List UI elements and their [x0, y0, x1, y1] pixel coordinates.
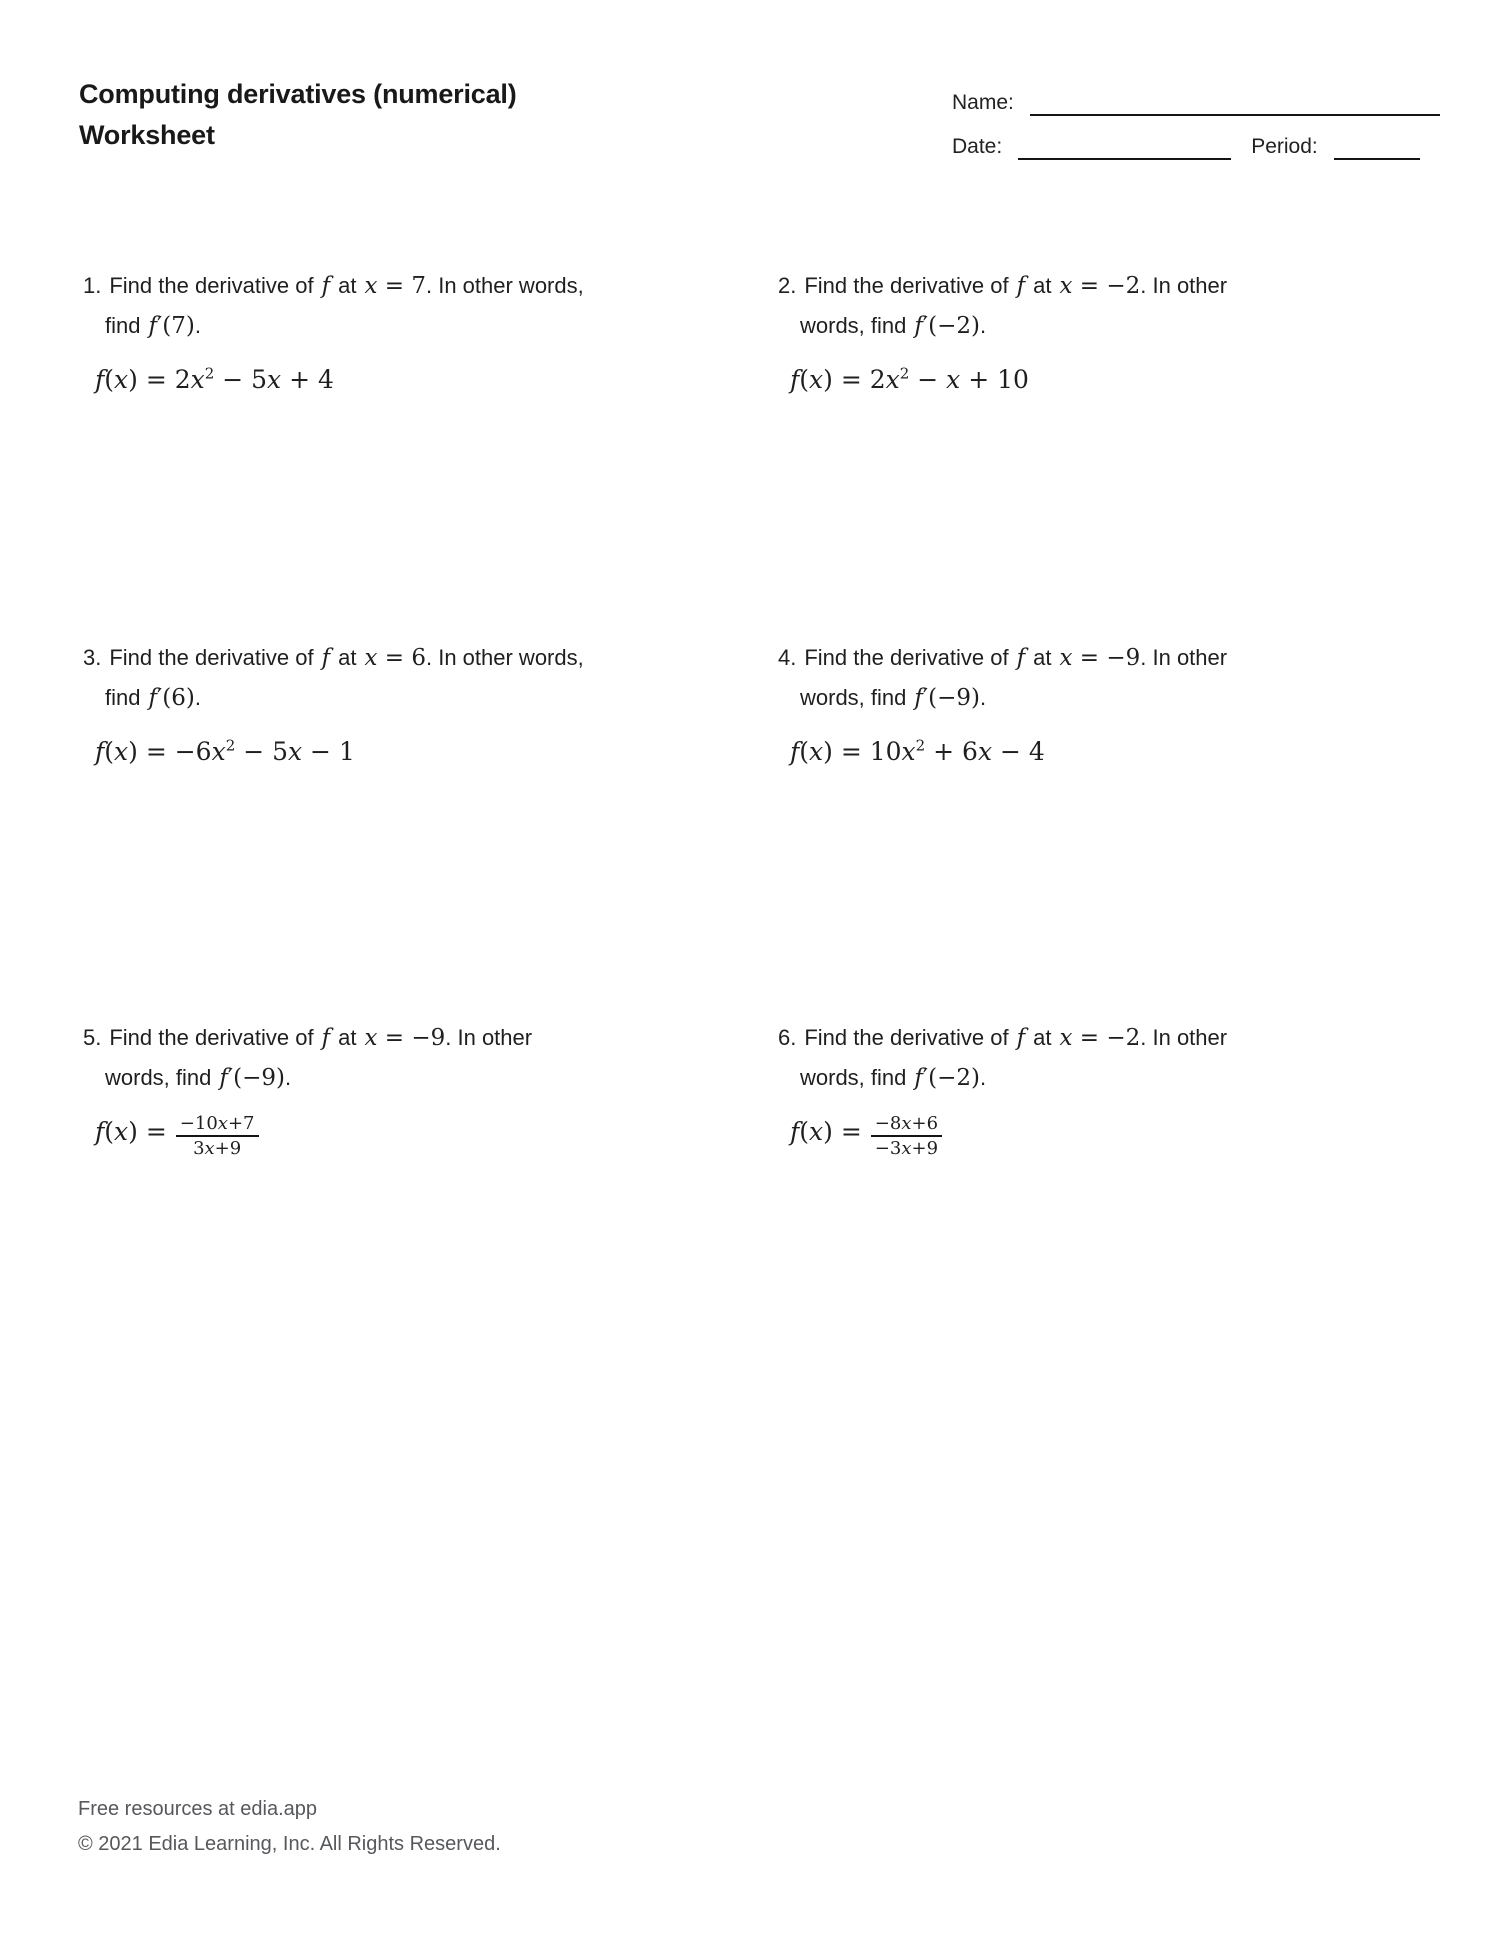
worksheet-title-block — [79, 74, 517, 156]
question-text: Find the derivative of — [804, 273, 1009, 298]
x-value-equation: x = −2 — [1059, 273, 1141, 299]
question-text: . — [194, 685, 201, 710]
question-1-line1 — [83, 266, 748, 306]
f-symbol: f — [1016, 273, 1026, 299]
name-blank-line[interactable] — [1030, 106, 1440, 116]
footer-copyright-line: © 2021 Edia Learning, Inc. All Rights Reserved. — [78, 1833, 501, 1855]
question-5 — [83, 1018, 748, 1159]
student-info-fields — [952, 90, 1440, 160]
footer-resources-line: Free resources at edia.app — [78, 1798, 318, 1820]
period-label: Period: — [1251, 135, 1318, 158]
question-text: find — [105, 685, 141, 710]
fraction — [871, 1113, 942, 1159]
question-4-line2 — [800, 678, 1418, 718]
question-number: 3. — [83, 645, 102, 670]
question-6 — [778, 1018, 1418, 1159]
x-value-equation: x = −9 — [364, 1025, 446, 1051]
question-text: . In other words, — [425, 645, 584, 670]
question-3 — [83, 638, 748, 773]
date-period-row — [952, 134, 1440, 160]
question-text: words, find — [800, 313, 907, 338]
x-value-equation: x = −2 — [1059, 1025, 1141, 1051]
question-3-line1 — [83, 638, 748, 678]
question-5-line1 — [83, 1018, 748, 1058]
function-definition — [95, 1111, 748, 1159]
f-symbol: f — [1016, 645, 1026, 671]
formula-lhs: f(x) = — [790, 1117, 862, 1146]
question-number: 1. — [83, 273, 102, 298]
question-3-line2 — [105, 678, 748, 718]
question-text: at — [338, 273, 357, 298]
question-text: words, find — [800, 1065, 907, 1090]
fraction — [176, 1113, 259, 1159]
question-text: . — [194, 313, 201, 338]
question-text: . In other — [1140, 645, 1228, 670]
f-prime-expression: f′(−2) — [914, 1065, 980, 1091]
f-symbol: f — [1016, 1025, 1026, 1051]
question-number: 5. — [83, 1025, 102, 1050]
question-text: at — [1033, 1025, 1052, 1050]
x-value-equation: x = 7 — [364, 273, 426, 299]
question-1 — [83, 266, 748, 401]
question-text: Find the derivative of — [109, 273, 314, 298]
question-text: Find the derivative of — [109, 645, 314, 670]
question-text: words, find — [105, 1065, 212, 1090]
question-6-line1 — [778, 1018, 1418, 1058]
fraction-numerator: −8x+6 — [871, 1113, 942, 1137]
question-text: at — [1033, 273, 1052, 298]
question-text: at — [338, 1025, 357, 1050]
question-2-line1 — [778, 266, 1418, 306]
question-4 — [778, 638, 1418, 773]
function-definition: $f(x) = 10x^2 + 6x - 4$ — [790, 736, 1045, 766]
x-value-equation: x = 6 — [364, 645, 426, 671]
question-2 — [778, 266, 1418, 401]
fraction-denominator: −3x+9 — [874, 1138, 939, 1159]
question-text: words, find — [800, 685, 907, 710]
question-text: Find the derivative of — [109, 1025, 314, 1050]
function-definition: $f(x) = 2x^2 - 5x + 4$ — [95, 364, 334, 394]
question-1-line2 — [105, 306, 748, 346]
question-text: Find the derivative of — [804, 1025, 1009, 1050]
name-label: Name: — [952, 91, 1014, 114]
f-symbol: f — [321, 273, 331, 299]
question-text: . In other — [1140, 273, 1228, 298]
x-value-equation: x = −9 — [1059, 645, 1141, 671]
worksheet-title: Computing derivatives (numerical) — [79, 79, 517, 109]
f-prime-expression: f′(6) — [148, 685, 195, 711]
question-text: . In other — [445, 1025, 533, 1050]
question-text: at — [1033, 645, 1052, 670]
question-text: . In other words, — [425, 273, 584, 298]
f-symbol: f — [321, 1025, 331, 1051]
function-definition: $f(x) = 2x^2 - x + 10$ — [790, 364, 1029, 394]
question-text: . — [284, 1065, 292, 1090]
question-5-line2 — [105, 1058, 748, 1098]
formula-lhs: f(x) = — [95, 1117, 167, 1146]
f-prime-expression: f′(−2) — [914, 313, 980, 339]
worksheet-footer — [78, 1792, 501, 1862]
question-number: 6. — [778, 1025, 797, 1050]
worksheet-subtitle: Worksheet — [79, 120, 215, 150]
f-symbol: f — [321, 645, 331, 671]
function-definition — [790, 1111, 1418, 1159]
f-prime-expression: f′(7) — [148, 313, 195, 339]
date-label: Date: — [952, 135, 1003, 158]
question-text: Find the derivative of — [804, 645, 1009, 670]
question-text: find — [105, 313, 141, 338]
function-definition: $f(x) = -6x^2 - 5x - 1$ — [95, 736, 355, 766]
question-text: . — [979, 1065, 987, 1090]
fraction-denominator: 3x+9 — [193, 1138, 242, 1159]
question-2-line2 — [800, 306, 1418, 346]
question-number: 4. — [778, 645, 797, 670]
f-prime-expression: f′(−9) — [219, 1065, 285, 1091]
date-blank-line[interactable] — [1018, 150, 1231, 160]
question-4-line1 — [778, 638, 1418, 678]
f-prime-expression: f′(−9) — [914, 685, 980, 711]
question-text: at — [338, 645, 357, 670]
fraction-numerator: −10x+7 — [176, 1113, 259, 1137]
question-text: . — [979, 313, 987, 338]
question-text: . In other — [1140, 1025, 1228, 1050]
question-number: 2. — [778, 273, 797, 298]
period-blank-line[interactable] — [1334, 150, 1420, 160]
question-text: . — [979, 685, 987, 710]
name-row — [952, 90, 1440, 116]
question-6-line2 — [800, 1058, 1418, 1098]
